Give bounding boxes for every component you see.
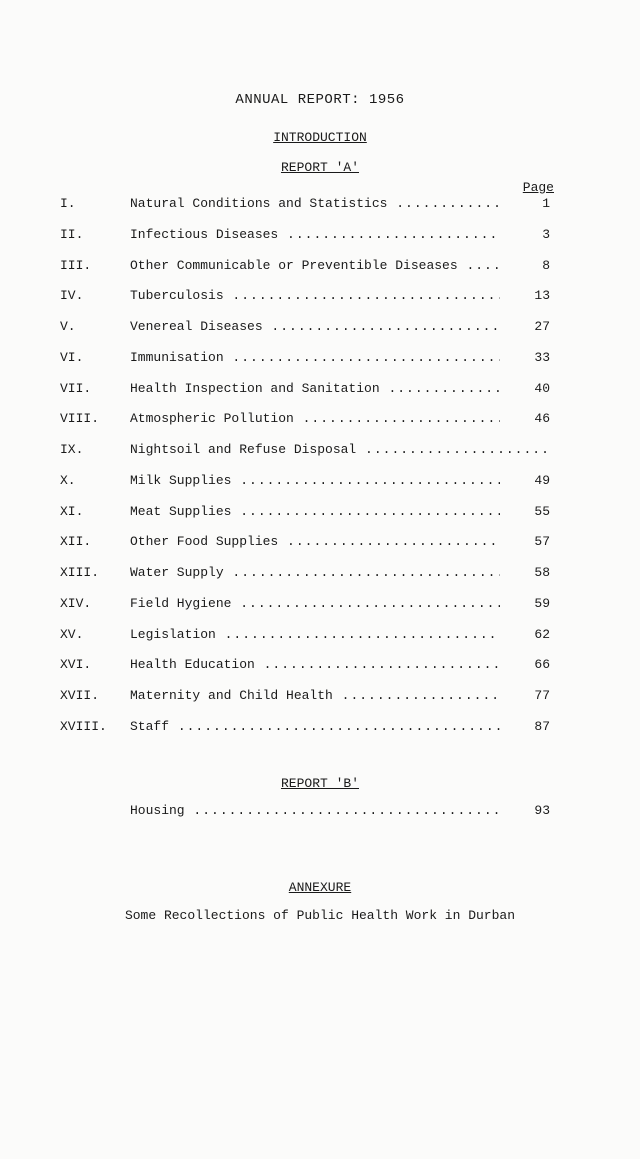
- toc-title: Nightsoil and Refuse Disposal .....: [130, 442, 546, 457]
- toc-row: [0, 288, 640, 319]
- toc-row: [0, 504, 640, 535]
- toc-page: 66: [500, 657, 550, 672]
- toc-page: 58: [500, 565, 550, 580]
- toc-page: 27: [500, 319, 550, 334]
- toc-page: 87: [500, 719, 550, 734]
- toc-number: VIII.: [60, 411, 100, 427]
- toc-title: Health Inspection and Sanitation .....: [130, 381, 546, 396]
- toc-title: Infectious Diseases .....: [130, 227, 546, 242]
- report-b-heading: REPORT 'B': [280, 776, 359, 791]
- toc-number: XVIII.: [60, 718, 107, 734]
- toc-row: [0, 473, 640, 504]
- toc-number: IV.: [60, 288, 84, 304]
- toc-number: IX.: [60, 442, 84, 457]
- page-title: ANNUAL REPORT: 1956: [235, 92, 405, 108]
- toc-number: XVI.: [60, 657, 92, 673]
- toc-title: Legislation .....: [130, 627, 546, 642]
- toc-title: Maternity and Child Health .....: [130, 688, 546, 703]
- toc-page: 62: [500, 627, 550, 642]
- toc-page: 59: [500, 596, 550, 611]
- toc-row: [0, 565, 640, 596]
- toc-title: Milk Supplies .....: [130, 473, 546, 488]
- toc-title: Atmospheric Pollution .....: [130, 411, 546, 426]
- annexure-text: Some Recollections of Public Health Work in Durban: [124, 908, 516, 923]
- toc-number: XIV.: [60, 595, 92, 611]
- toc-title: Field Hygiene .....: [130, 596, 546, 611]
- toc-title: Natural Conditions and Statistics .....: [130, 196, 546, 211]
- toc-page: 40: [500, 381, 550, 396]
- toc-number: X.: [60, 472, 76, 488]
- toc-row: [0, 258, 640, 289]
- toc-page: 57: [500, 534, 550, 549]
- toc-row: [0, 534, 640, 565]
- toc-number: XI.: [60, 503, 84, 519]
- toc-page: 46: [500, 411, 550, 426]
- toc-title: Other Food Supplies .....: [130, 534, 546, 549]
- toc-title: Staff .....: [130, 719, 546, 734]
- toc-row: [0, 442, 640, 473]
- toc-number: I.: [60, 196, 76, 211]
- toc-title: Water Supply .....: [130, 565, 546, 580]
- toc-number: XV.: [60, 626, 84, 642]
- annexure-heading: ANNEXURE: [288, 880, 352, 895]
- toc-row-housing: [0, 803, 640, 823]
- toc-page: 33: [500, 350, 550, 365]
- toc-number: VI.: [60, 349, 84, 365]
- toc-page: 49: [500, 473, 550, 488]
- toc-row: [0, 411, 640, 442]
- toc-number: V.: [60, 319, 76, 334]
- toc-row: [0, 227, 640, 258]
- toc-number: XIII.: [60, 565, 100, 580]
- page-column-header: Page: [522, 180, 554, 195]
- introduction-heading: INTRODUCTION: [273, 130, 367, 145]
- toc-title: Venereal Diseases .....: [130, 319, 546, 334]
- toc-number: XVII.: [60, 688, 100, 703]
- toc-title: Other Communicable or Preventible Diseases .....: [130, 258, 546, 273]
- toc-title: Meat Supplies .....: [130, 504, 546, 519]
- toc-row: [0, 196, 640, 227]
- toc-number: III.: [60, 257, 92, 273]
- toc-row: [0, 350, 640, 381]
- toc-page: 8: [500, 258, 550, 273]
- table-of-contents: [0, 196, 640, 750]
- toc-row: [0, 319, 640, 350]
- toc-row: [0, 688, 640, 719]
- toc-page: 1: [500, 196, 550, 211]
- toc-title: Housing .....: [130, 803, 546, 818]
- toc-page: 55: [500, 504, 550, 519]
- toc-row: [0, 719, 640, 750]
- toc-page: 3: [500, 227, 550, 242]
- toc-page: 13: [500, 288, 550, 303]
- toc-row: [0, 596, 640, 627]
- report-a-heading: REPORT 'A': [280, 160, 359, 175]
- toc-number: XII.: [60, 534, 92, 550]
- toc-title: Tuberculosis .....: [130, 288, 546, 303]
- toc-row: [0, 381, 640, 412]
- toc-number: II.: [60, 226, 84, 242]
- toc-title: Immunisation .....: [130, 350, 546, 365]
- toc-page: 93: [500, 803, 550, 818]
- toc-number: VII.: [60, 380, 92, 396]
- toc-page: 77: [500, 688, 550, 703]
- toc-row: [0, 657, 640, 688]
- toc-row: [0, 627, 640, 658]
- toc-title: Health Education .....: [130, 657, 546, 672]
